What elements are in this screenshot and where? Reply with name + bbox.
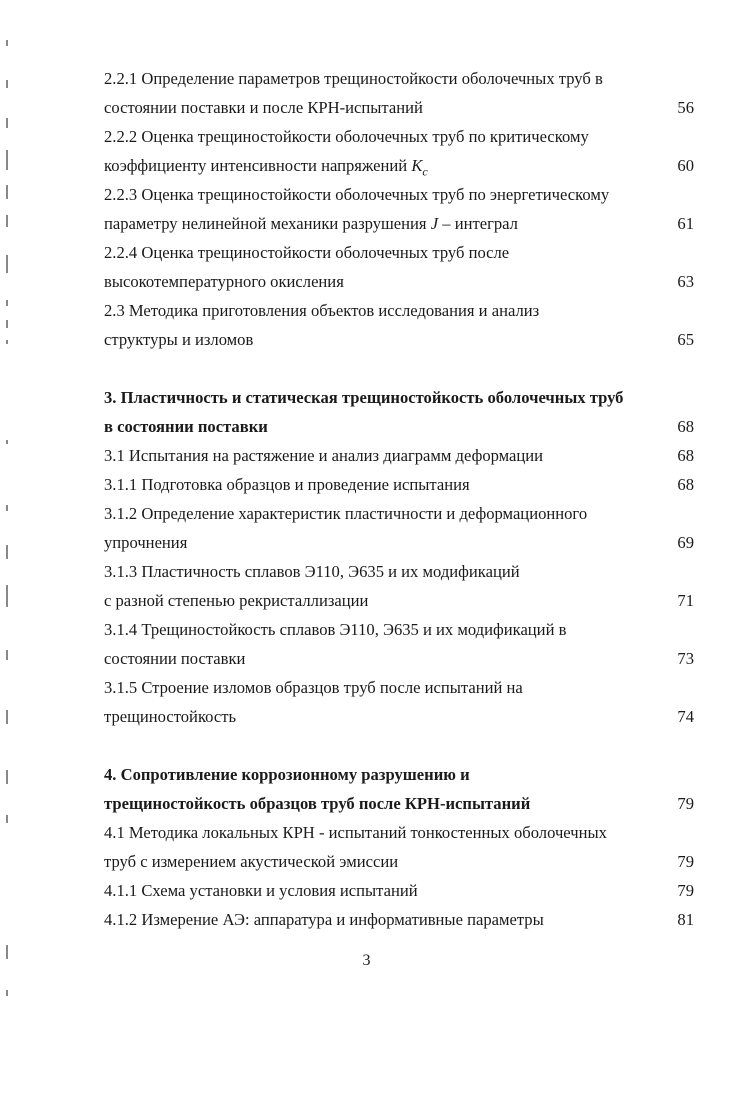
toc-chapter-title: 4. Сопротивление коррозионному разрушению и [104,765,470,784]
toc-chapter-title: 3. Пластичность и статическая трещиностойкость оболочечных труб [104,388,624,407]
toc-page-number: 79 [677,852,694,871]
toc-entry-2-2-4-line2 [104,267,694,296]
toc-page-number: 79 [677,794,694,813]
toc-page-number: 79 [677,881,694,900]
toc-entry-3-1-3-line1 [104,557,694,586]
toc-chapter-3-line1 [104,383,694,412]
toc-page-number: 68 [677,417,694,436]
toc-entry-2-2-3-line2 [104,209,694,238]
toc-entry-3-1-4-line1 [104,615,694,644]
toc-entry-text: 3.1.5 Строение изломов образцов труб после испытаний на [104,678,523,697]
footer-page-number: 3 [362,952,371,969]
toc-entry-4-1-2 [104,905,694,934]
symbol-k: K [411,156,423,175]
toc-entry-text: 2.2.2 Оценка трещиностойкости оболочечных труб по критическому [104,127,589,146]
toc-entry-text: 3.1.3 Пластичность сплавов Э110, Э635 и их модификаций [104,562,520,581]
toc-entry-3-1-3-line2 [104,586,694,615]
toc-page-number: 63 [677,272,694,291]
toc-entry-text: 2.2.1 Определение параметров трещиностойкости оболочечных труб в [104,69,603,88]
toc-entry-3-1-1 [104,470,694,499]
toc-page-number: 73 [677,649,694,668]
toc-page-number: 60 [677,156,694,175]
toc-entry-text: 2.2.3 Оценка трещиностойкости оболочечных труб по энергетическому [104,185,610,204]
toc-entry-3-1-2-line2 [104,528,694,557]
toc-entry-text: 4.1 Методика локальных КРН - испытаний тонкостенных оболочечных [104,823,607,842]
toc-page-number: 69 [677,533,694,552]
toc-entry-4-1-line1 [104,818,694,847]
toc-page-number: 61 [677,214,694,233]
toc-entry-text: структуры и изломов [104,330,254,349]
toc-entry-text: труб с измерением акустической эмиссии [104,852,399,871]
toc-entry-3-1-5-line2 [104,702,694,731]
toc-entry-4-1-line2 [104,847,694,876]
toc-entry-text: 3.1.4 Трещиностойкость сплавов Э110, Э635 и их модификаций в [104,620,567,639]
toc-entry-2-3-line1 [104,296,694,325]
toc-entry-text: коэффициенту интенсивности напряжений $K_c$ [104,156,428,179]
toc-entry-text: состоянии поставки и после КРН-испытаний [104,98,423,117]
toc-entry-2-2-2-line2 [104,151,694,180]
toc-entry-text: 3.1 Испытания на растяжение и анализ диаграмм деформации [104,446,544,465]
toc-entry-3-1-2-line1 [104,499,694,528]
toc-entry-2-2-1-line1 [104,64,694,93]
toc-entry-2-2-4-line1 [104,238,694,267]
toc-entry-text: состоянии поставки [104,649,246,668]
toc-entry-2-3-line2 [104,325,694,354]
toc-entry-text: 3.1.1 Подготовка образцов и проведение испытания [104,475,470,494]
toc-page-number: 68 [677,446,694,465]
toc-entry-text: 4.1.2 Измерение АЭ: аппаратура и информативные параметры [104,910,544,929]
toc-entry-text: 2.3 Методика приготовления объектов исследования и анализ [104,301,540,320]
toc-entry-text: 2.2.4 Оценка трещиностойкости оболочечных труб после [104,243,510,262]
toc-chapter-4-line2 [104,789,694,818]
toc-chapter-gap [104,354,694,383]
table-of-contents [104,64,694,934]
toc-chapter-3-line2 [104,412,694,441]
toc-entry-text: с разной степенью рекристаллизации [104,591,369,610]
toc-entry-3-1 [104,441,694,470]
symbol-j: J [430,214,439,233]
toc-entry-3-1-5-line1 [104,673,694,702]
toc-page-number: 81 [677,910,694,929]
toc-entry-text: трещиностойкость [104,707,237,726]
toc-page-number: 68 [677,475,694,494]
toc-entry-text: 3.1.2 Определение характеристик пластичности и деформационного [104,504,588,523]
toc-entry-2-2-3-line1 [104,180,694,209]
toc-entry-2-2-1-line2 [104,93,694,122]
toc-page-number: 65 [677,330,694,349]
toc-entry-4-1-1 [104,876,694,905]
toc-entry-text: упрочнения [104,533,188,552]
toc-page-number: 56 [677,98,694,117]
toc-page-number: 71 [677,591,694,610]
toc-entry-text: 4.1.1 Схема установки и условия испытаний [104,881,418,900]
toc-page-number: 74 [677,707,694,726]
toc-entry-2-2-2-line1 [104,122,694,151]
scan-margin-marks [0,0,20,1100]
toc-entry-text: высокотемпературного окисления [104,272,344,291]
toc-entry-text: параметру нелинейной механики разрушения J – интеграл [104,214,518,233]
toc-chapter-gap [104,731,694,760]
toc-chapter-title: в состоянии поставки [104,417,268,436]
toc-chapter-title: трещиностойкость образцов труб после КРН-испытаний [104,794,531,813]
toc-entry-3-1-4-line2 [104,644,694,673]
toc-chapter-4-line1 [104,760,694,789]
symbol-k-subscript: c [422,164,428,179]
